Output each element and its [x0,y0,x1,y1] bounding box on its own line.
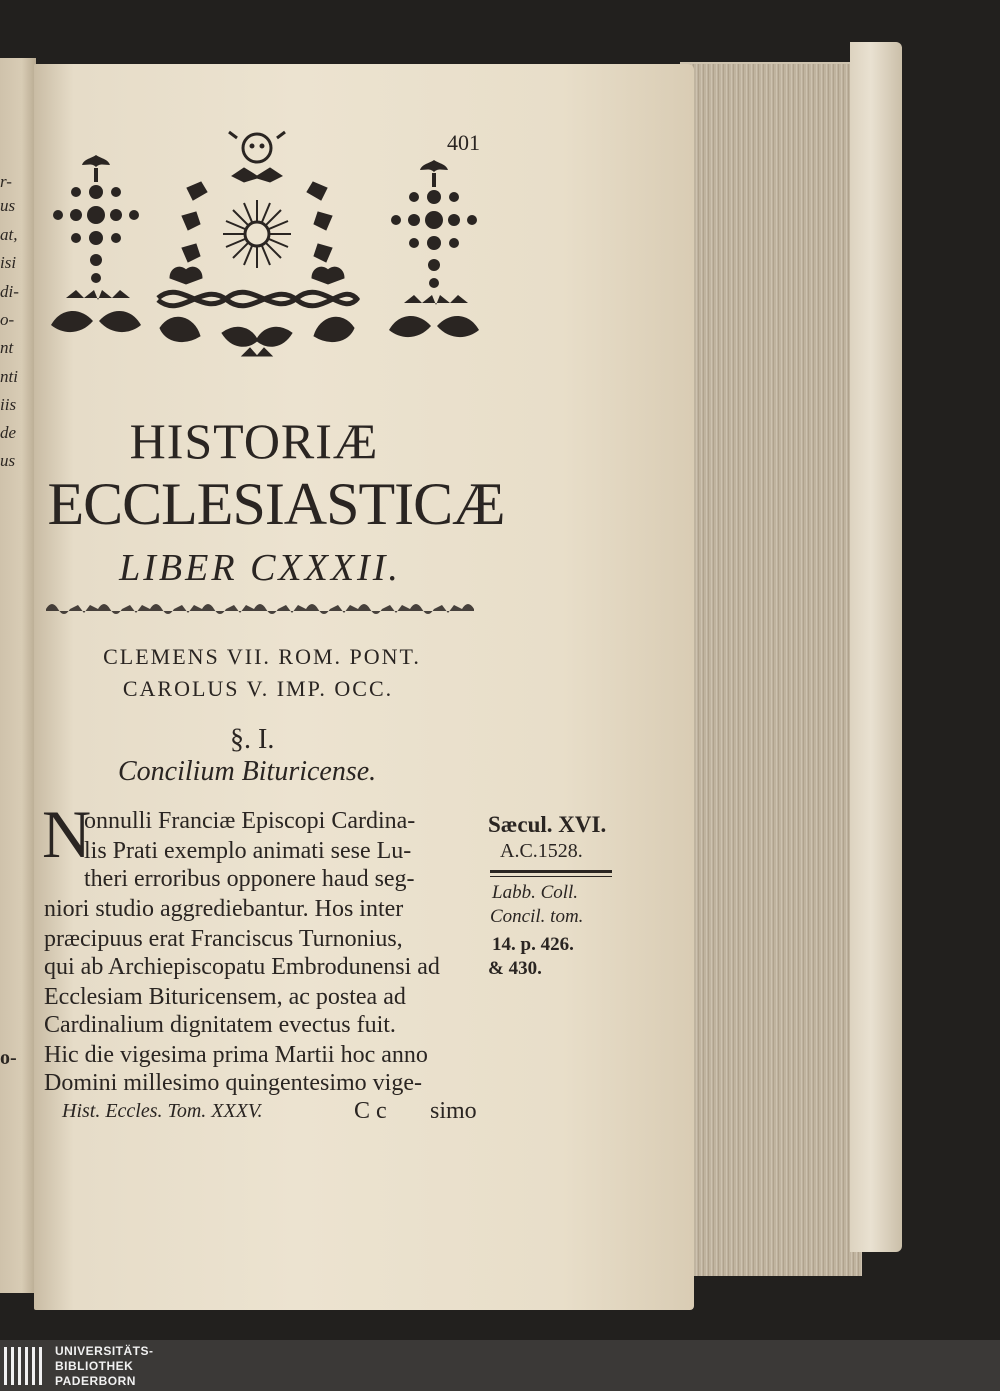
body-line: Cardinalium dignitatem evectus fuit. [44,1012,396,1038]
left-fragment: di- [0,282,19,301]
library-name-line-2: BIBLIOTHEK [55,1359,134,1373]
margin-ref-3: 14. p. 426. [492,934,574,955]
left-fragment: de [0,423,17,442]
rulers-line-1: CLEMENS VII. ROM. PONT. [103,644,421,669]
margin-ref-4: & 430. [488,958,542,979]
left-fragment: r- [0,172,12,191]
left-page-edge [0,58,36,1293]
body-line: onnulli Franciæ Episcopi Cardina- [84,808,416,834]
left-fragment: at, [0,225,18,244]
right-cross-ornament [384,155,484,345]
body-line: Ecclesiam Bituricensem, ac postea ad [44,984,406,1010]
left-cross-ornament [46,150,146,340]
title-line-2: ECCLESIASTICÆ [47,471,505,537]
page-stack-edge [680,62,862,1276]
section-title: Concilium Bituricense. [118,756,377,787]
running-footer: Hist. Eccles. Tom. XXXV. [62,1100,263,1122]
title-line-1: HISTORIÆ [129,413,379,469]
page-number: 401 [447,130,480,155]
central-sun-ornament [152,128,362,368]
signature-mark: C c [354,1098,387,1124]
body-line: Hic die vigesima prima Martii hoc anno [44,1042,428,1068]
left-fragment: isi [0,253,17,272]
rulers-line-2: CAROLUS V. IMP. OCC. [122,676,394,701]
body-line: præcipuus erat Franciscus Turnonius, [44,926,403,952]
left-fragment: o- [0,310,15,329]
fleuron-divider [46,597,492,621]
body-line: niori studio aggrediebantur. Hos inter [44,896,404,922]
drop-cap: N [42,796,92,872]
library-name-line-3: PADERBORN [55,1374,136,1388]
margin-year: A.C.1528. [500,840,583,862]
left-fragment: o- [0,1047,17,1069]
margin-rule-thin [490,876,612,877]
body-line: lis Prati exemplo animati sese Lu- [84,838,412,864]
library-name-line-1: UNIVERSITÄTS- [55,1344,154,1358]
margin-ref-1: Labb. Coll. [492,882,579,903]
left-fragment: us [0,196,16,215]
left-fragment: nti [0,367,18,386]
left-fragment: us [0,451,16,470]
margin-rule [490,870,612,873]
body-line: Domini millesimo quingentesimo vige- [44,1070,422,1096]
title-line-3: LIBER CXXXII. [119,547,401,589]
margin-ref-2: Concil. tom. [490,906,584,927]
left-fragment: iis [0,395,17,414]
library-logo-icon [0,1343,48,1389]
body-line: theri erroribus opponere haud seg- [84,866,415,892]
catchword: simo [430,1098,477,1124]
book-cover [850,42,902,1252]
left-fragment: nt [0,338,14,357]
section-number: §. I. [230,724,275,755]
margin-saecul: Sæcul. XVI. [488,812,607,837]
body-line: qui ab Archiepiscopatu Embrodunensi ad [44,954,440,980]
